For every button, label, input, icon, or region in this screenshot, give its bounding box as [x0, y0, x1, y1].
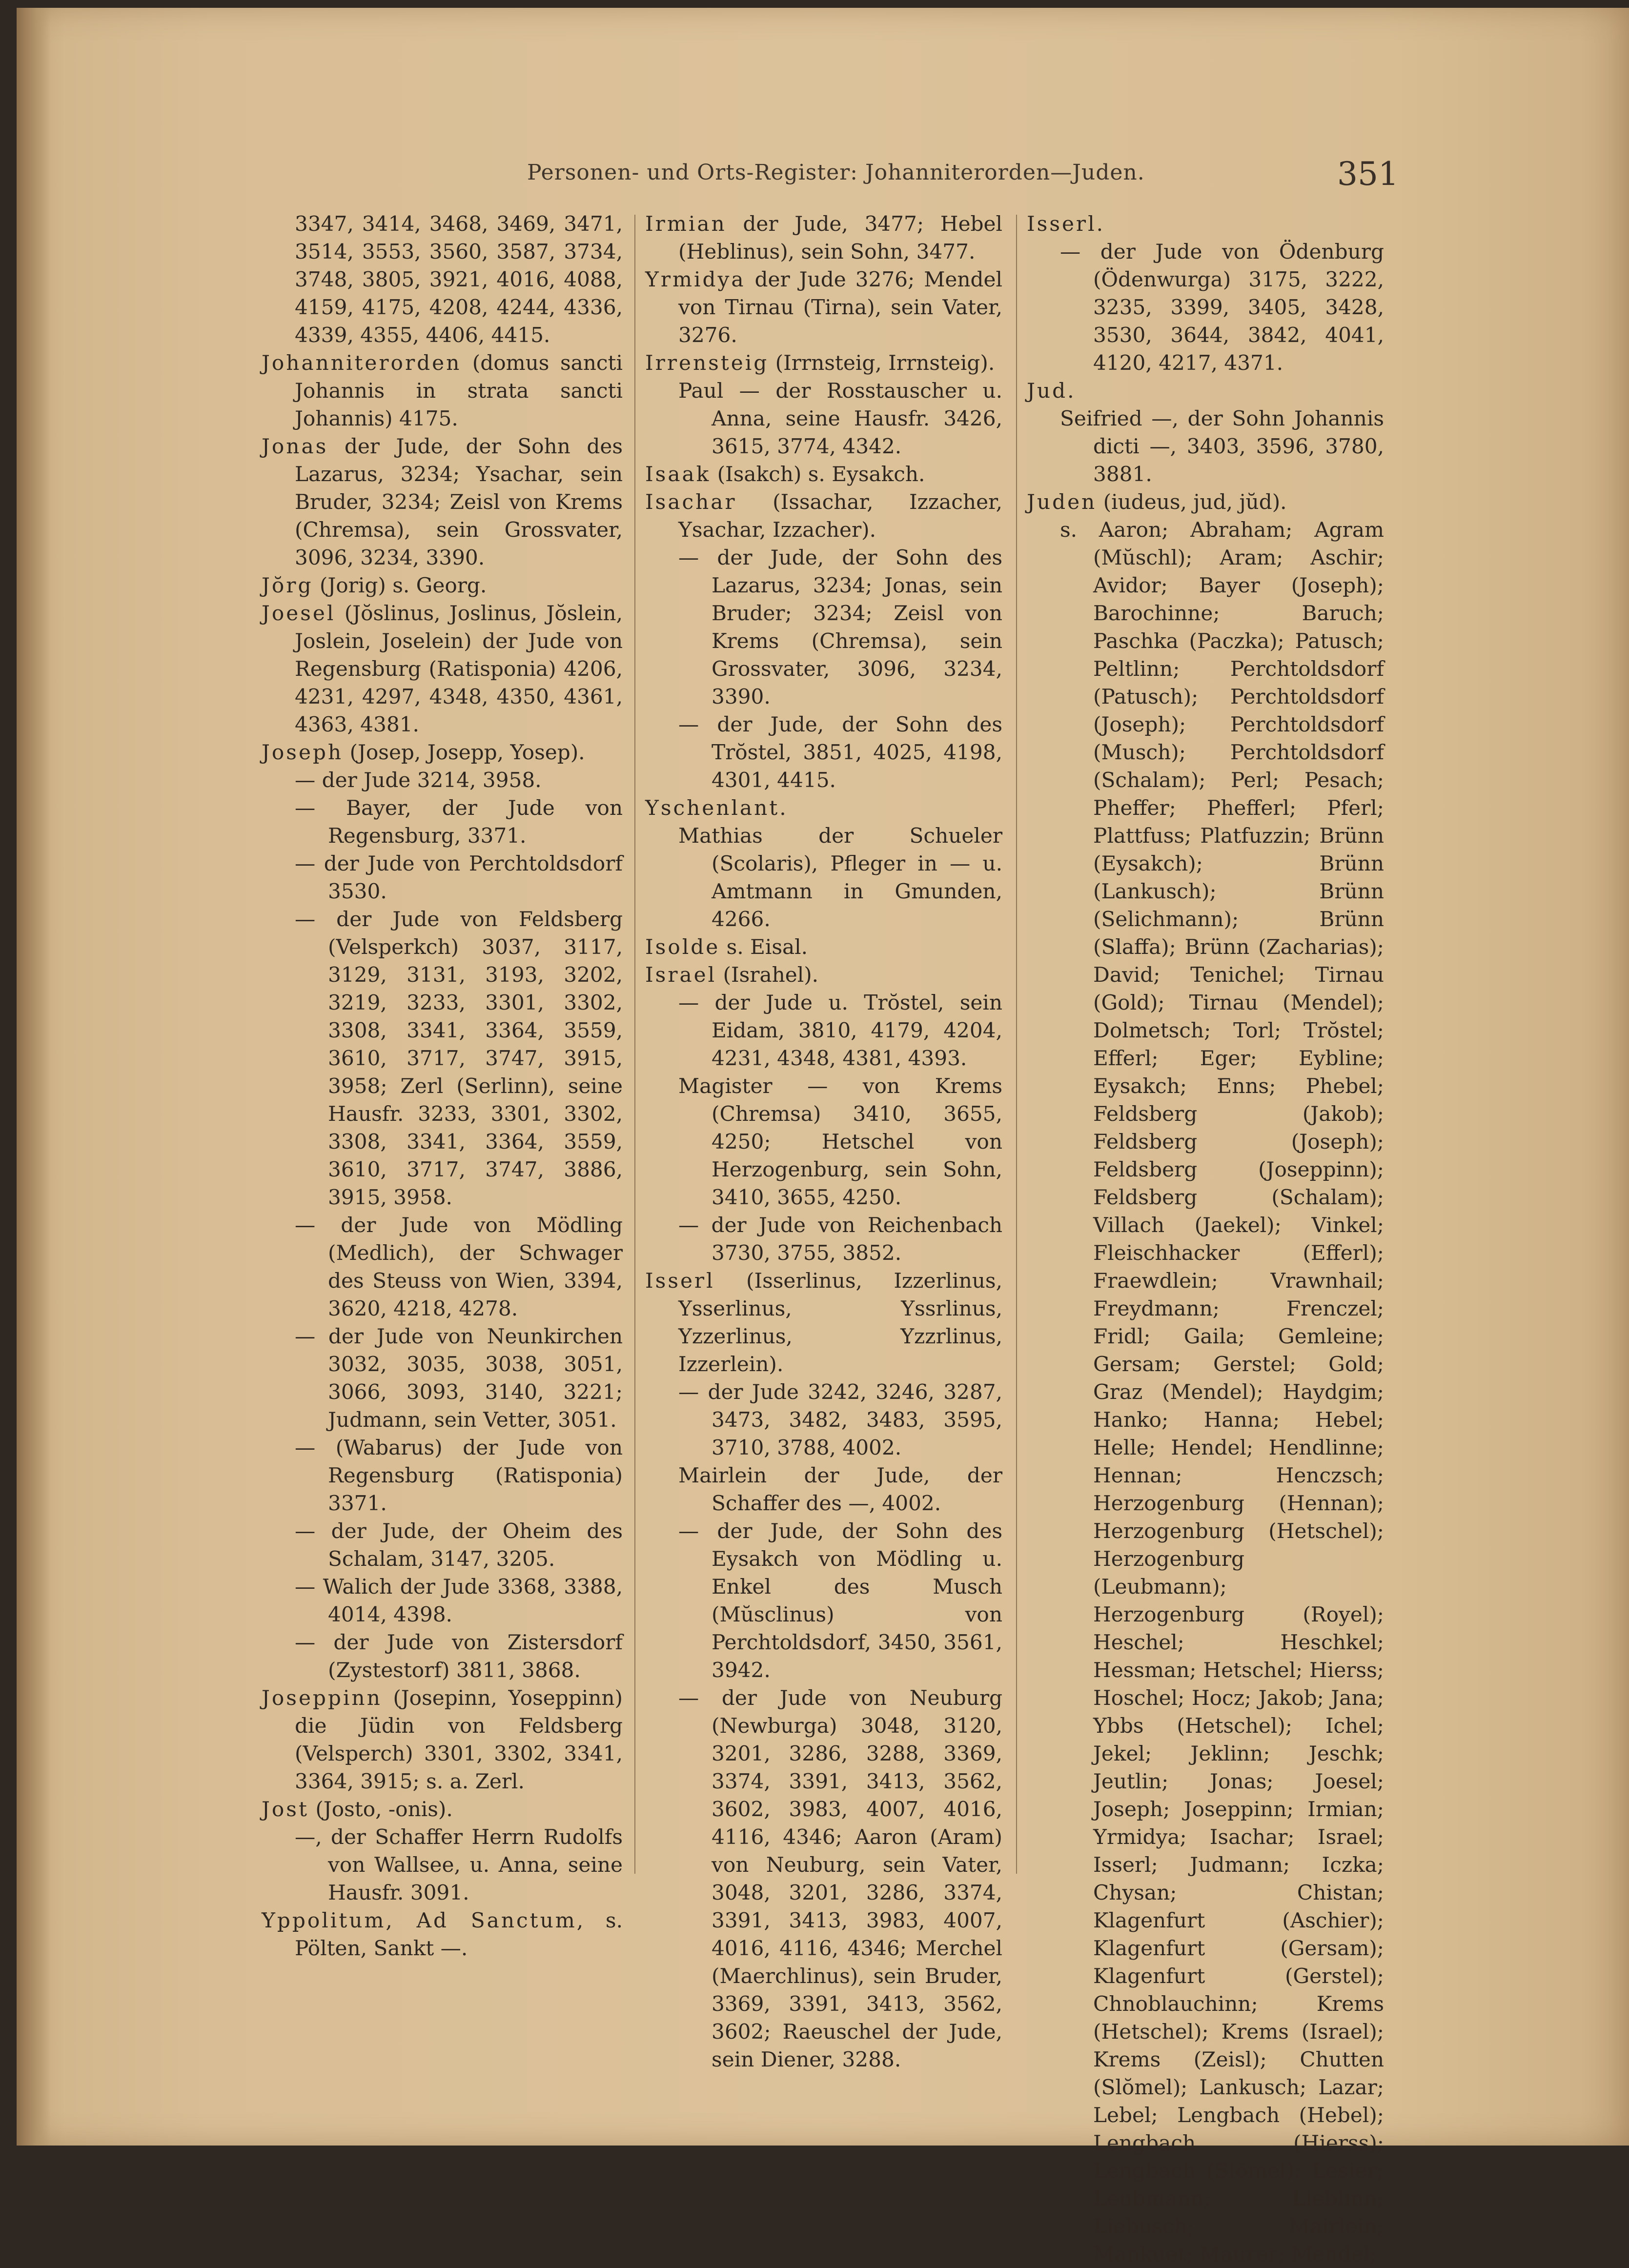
entry-text: — Walich der Jude 3368, 3388, 4014, 4398. — [295, 1575, 623, 1626]
index-subentry — [262, 1517, 623, 1573]
index-column-2 — [645, 210, 1002, 2073]
entry-text: — der Jude 3214, 3958. — [295, 768, 542, 792]
entry-text: — der Jude 3242, 3246, 3287, 3473, 3482, 3483, 3595, 3710, 3788, 4002. — [678, 1380, 1002, 1459]
index-entry — [262, 1906, 623, 1962]
index-entry — [645, 933, 1002, 961]
index-entry — [645, 488, 1002, 544]
column-rule — [1016, 215, 1017, 1874]
entry-text: (Isakch) s. Eysakch. — [711, 462, 925, 486]
index-entry — [262, 738, 623, 766]
entry-text: — der Jude von Ödenburg (Ödenwurga) 3175, 3222, 3235, 3399, 3405, 3428, 3530, 3644, 3842, 4041, 4120, 4217, 4371. — [1060, 240, 1384, 375]
index-entry — [262, 1684, 623, 1795]
entry-headword: Jud. — [1027, 379, 1076, 403]
index-subentry — [262, 766, 623, 794]
entry-headword: Jost — [262, 1797, 309, 1821]
entry-text: der Jude, der Sohn des Lazarus, 3234; Ysachar, sein Bruder, 3234; Zeisl von Krems (Chremsa), sein Grossvater, 3096, 3234, 3390. — [295, 434, 623, 569]
entry-headword: Joseph — [262, 740, 344, 764]
entry-text: (Josto, -onis). — [308, 1797, 453, 1821]
entry-text: (Issachar, Izzacher, Ysachar, Izzacher). — [678, 490, 1002, 542]
entry-headword: Israel — [645, 963, 717, 987]
index-subentry — [645, 822, 1002, 933]
index-subentry — [645, 1517, 1002, 1684]
entry-text: — der Jude, der Sohn des Trŏstel, 3851, 4025, 4198, 4301, 4415. — [678, 712, 1002, 792]
entry-text: — Bayer, der Jude von Regensburg, 3371. — [295, 796, 623, 848]
index-entry — [262, 432, 623, 571]
entry-text: (Jorig) s. Georg. — [313, 573, 487, 597]
entry-text: — der Jude, der Oheim des Schalam, 3147, 3205. — [295, 1519, 623, 1571]
index-column-3 — [1027, 210, 1384, 2268]
entry-text: der Jude 3276; Mendel von Tirnau (Tirna), sein Vater, 3276. — [678, 267, 1002, 347]
entry-headword: Isserl — [645, 1269, 715, 1293]
index-entry — [262, 210, 623, 349]
entry-headword: Yrmidya — [645, 267, 746, 291]
index-entry — [645, 265, 1002, 349]
index-subentry — [645, 1072, 1002, 1211]
index-subentry — [262, 1322, 623, 1434]
index-subentry — [262, 1211, 623, 1322]
index-entry — [645, 1267, 1002, 1378]
entry-text: (Israhel). — [716, 963, 819, 987]
index-subentry — [645, 1211, 1002, 1267]
index-subentry — [262, 1573, 623, 1628]
index-subentry — [645, 710, 1002, 794]
entry-headword: Isserl. — [1027, 212, 1105, 236]
index-entry — [262, 571, 623, 599]
entry-text: — der Jude von Mödling (Medlich), der Schwager des Steuss von Wien, 3394, 3620, 4218, 4278. — [295, 1213, 623, 1320]
index-entry — [1027, 488, 1384, 516]
entry-headword: Jŏrg — [262, 573, 313, 597]
entry-text: 3347, 3414, 3468, 3469, 3471, 3514, 3553, 3560, 3587, 3734, 3748, 3805, 3921, 4016, 4088, 4159, 4175, 4208, 4244, 4336, 4339, 4355, 4406, 4415. — [295, 212, 623, 347]
entry-headword: Jonas — [262, 434, 328, 458]
index-subentry — [262, 794, 623, 850]
entry-text: Mairlein der Jude, der Schaffer des —, 4002. — [678, 1463, 1002, 1515]
entry-text: (Josep, Josepp, Yosep). — [343, 740, 585, 764]
index-entry — [645, 794, 1002, 822]
index-entry — [1027, 377, 1384, 405]
index-subentry — [645, 1461, 1002, 1517]
entry-headword: Isolde — [645, 935, 720, 959]
index-entry — [262, 349, 623, 432]
entry-text: —, der Schaffer Herrn Rudolfs von Wallsee, u. Anna, seine Hausfr. 3091. — [295, 1825, 623, 1904]
entry-text: s. Pölten, Sankt —. — [295, 1908, 623, 1960]
entry-text: — der Jude, der Sohn des Lazarus, 3234; Jonas, sein Bruder; 3234; Zeisl von Krems (Chremsa), sein Grossvater, 3096, 3234, 3390. — [678, 546, 1002, 709]
entry-headword: Yschenlant. — [645, 796, 788, 820]
entry-headword: Joseppinn — [262, 1686, 382, 1710]
index-entry — [645, 210, 1002, 265]
index-subentry — [262, 1628, 623, 1684]
entry-text: — der Jude von Perchtoldsdorf 3530. — [295, 851, 623, 903]
index-subentry — [645, 1378, 1002, 1461]
index-entry — [262, 1795, 623, 1823]
entry-text: — der Jude von Zistersdorf (Zystestorf) 3811, 3868. — [295, 1630, 623, 1682]
index-subentry — [1027, 516, 1384, 2268]
entry-text: (iudeus, jud, jŭd). — [1097, 490, 1287, 514]
index-subentry — [262, 905, 623, 1211]
entry-text: (Jŏslinus, Joslinus, Jŏslein, Joslein, Joselein) der Jude von Regensburg (Ratisponia) 4206, 4231, 4297, 4348, 4350, 4361, 4363, 4381. — [295, 601, 623, 736]
index-subentry — [645, 989, 1002, 1072]
index-subentry — [645, 377, 1002, 460]
entry-headword: Isaak — [645, 462, 711, 486]
entry-text: Seifried —, der Sohn Johannis dicti —, 3403, 3596, 3780, 3881. — [1060, 406, 1384, 486]
entry-text: Paul — der Rosstauscher u. Anna, seine Hausfr. 3426, 3615, 3774, 4342. — [678, 379, 1002, 458]
entry-headword: Joesel — [262, 601, 336, 625]
entry-text: (Josepinn, Yoseppinn) die Jüdin von Feldsberg (Velsperch) 3301, 3302, 3341, 3364, 3915; s. a. Zerl. — [295, 1686, 623, 1793]
column-rule — [634, 215, 635, 1874]
entry-headword: Isachar — [645, 490, 737, 514]
index-subentry — [262, 1823, 623, 1906]
index-subentry — [1027, 238, 1384, 377]
index-column-1 — [262, 210, 623, 1962]
entry-headword: Irrensteig — [645, 351, 769, 375]
entry-text: — der Jude von Reichenbach 3730, 3755, 3852. — [678, 1213, 1002, 1265]
index-entry — [645, 460, 1002, 488]
entry-text: — der Jude u. Trŏstel, sein Eidam, 3810, 4179, 4204, 4231, 4348, 4381, 4393. — [678, 991, 1002, 1070]
entry-text: — (Wabarus) der Jude von Regensburg (Ratisponia) 3371. — [295, 1436, 623, 1515]
index-entry — [645, 961, 1002, 989]
entry-text: — der Jude von Feldsberg (Velsperkch) 3037, 3117, 3129, 3131, 3193, 3202, 3219, 3233, 3301, 3302, 3308, 3341, 3364, 3559, 3610, 3717, 3747, 3915, 3958; Zerl (Serlinn), seine Hausfr. 3233, 3301, 3302, 3308, 3341, 3364, 3559, 3610, 3717, 3747, 3886, 3915, 3958. — [295, 907, 623, 1209]
index-entry — [1027, 210, 1384, 238]
entry-text: — der Jude von Neunkirchen 3032, 3035, 3038, 3051, 3066, 3093, 3140, 3221; Judmann, sein Vetter, 3051. — [295, 1324, 623, 1432]
entry-text: der Jude, 3477; Hebel (Heblinus), sein Sohn, 3477. — [678, 212, 1002, 263]
index-subentry — [1027, 405, 1384, 488]
index-entry — [262, 599, 623, 738]
entry-text: s. Aaron; Abraham; Agram (Mŭschl); Aram; Aschir; Avidor; Bayer (Joseph); Barochinne; Baruch; Paschka (Paczka); Patusch; Peltlinn; Perchtoldsdorf (Patusch); Perchtoldsdorf (Joseph); Perchtoldsdorf (Musch); Perchtoldsdorf (Schalam); Perl; Pesach; Pheffer; Phefferl; Pferl; Plattfuss; Platfuzzin; Brünn (Eysakch); Brünn (Lankusch); Brünn (Selichmann); Brünn (Slaffa); Brünn (Zacharias); David; Tenichel; Tirnau (Gold); Tirnau (Mendel); Dolmetsch; Torl; Trŏstel; Efferl; Eger; Eybline; Eysakch; Enns; Phebel; Feldsberg (Jakob); Feldsberg (Joseph); Feldsberg (Joseppinn); Feldsberg (Schalam); Villach (Jaekel); Vinkel; Fleischhacker (Efferl); Fraewdlein; Vrawnhail; Freydmann; Frenczel; Fridl; Gaila; Gemleine; Gersam; Gerstel; Gold; Graz (Mendel); Haydgim; Hanko; Hanna; Hebel; Helle; Hendel; Hendlinne; Hennan; Henczsch; Herzogenburg (Hennan); Herzogenburg (Hetschel); Herzogenburg (Leubmann); Herzogenburg (Royel); Heschel; Heschkel; Hessman; Hetschel; Hierss; Hoschel; Hocz; Jakob; Jana; Ybbs (Hetschel); Ichel; Jekel; Jeklinn; Jeschk; Jeutlin; Jonas; Joesel; Joseph; Joseppinn; Irmian; Yrmidya; Isachar; Israel; Isserl; Judmann; Iczka; Chysan; Chistan; Klagenfurt (Aschier); Klagenfurt (Gersam); Klagenfurt (Gerstel); Chnoblauchinn; Krems (Hetschel); Krems (Israel); Krems (Zeisl); Chutten (Slŏmel); Lankusch; Lazar; Lebel; Lengbach (Hebel); Lengbach (Hierss); Lengbach (Slŏmel); Lesier; Leubmann; Lieblinn; Liebusch; Mairlein; Mankuet; Maurer; Mendel; — [1060, 518, 1384, 2266]
page-number: 351 — [1337, 155, 1399, 193]
running-header: Personen- und Orts-Register: Johanniterorden—Juden. — [527, 160, 1145, 185]
entry-headword: Yppolitum, Ad Sanctum, — [262, 1908, 586, 1932]
entry-text: — der Jude, der Sohn des Eysakch von Mödling u. Enkel des Musch (Mŭsclinus) von Perchtoldsdorf, 3450, 3561, 3942. — [678, 1519, 1002, 1682]
entry-text: s. Eisal. — [720, 935, 808, 959]
index-subentry — [645, 544, 1002, 710]
index-entry — [645, 349, 1002, 377]
index-subentry — [262, 1434, 623, 1517]
index-subentry — [262, 850, 623, 905]
entry-headword: Juden — [1027, 490, 1097, 514]
entry-text: Magister — von Krems (Chremsa) 3410, 3655, 4250; Hetschel von Herzogenburg, sein Sohn, 3410, 3655, 4250. — [678, 1074, 1002, 1209]
index-subentry — [645, 1684, 1002, 2073]
entry-headword: Irmian — [645, 212, 727, 236]
entry-headword: Johanniterorden — [262, 351, 462, 375]
entry-text: Mathias der Schueler (Scolaris), Pfleger in — u. Amtmann in Gmunden, 4266. — [678, 824, 1002, 931]
entry-text: (Isserlinus, Izzerlinus, Ysserlinus, Yssrlinus, Yzzerlinus, Yzzrlinus, Izzerlein). — [678, 1269, 1002, 1376]
entry-text: (domus sancti Johannis in strata sancti Johannis) 4175. — [295, 351, 623, 430]
entry-text: (Irrnsteig, Irrnsteig). — [769, 351, 995, 375]
page-spine-shadow — [17, 8, 51, 2146]
entry-text: — der Jude von Neuburg (Newburga) 3048, 3120, 3201, 3286, 3288, 3369, 3374, 3391, 3413, 3562, 3602, 3983, 4007, 4016, 4116, 4346; Aaron (Aram) von Neuburg, sein Vater, 3048, 3201, 3286, 3374, 3391, 3413, 3983, 4007, 4016, 4116, 4346; Merchel (Maerchlinus), sein Bruder, 3369, 3391, 3413, 3562, 3602; Raeuschel der Jude, sein Diener, 3288. — [678, 1686, 1002, 2071]
